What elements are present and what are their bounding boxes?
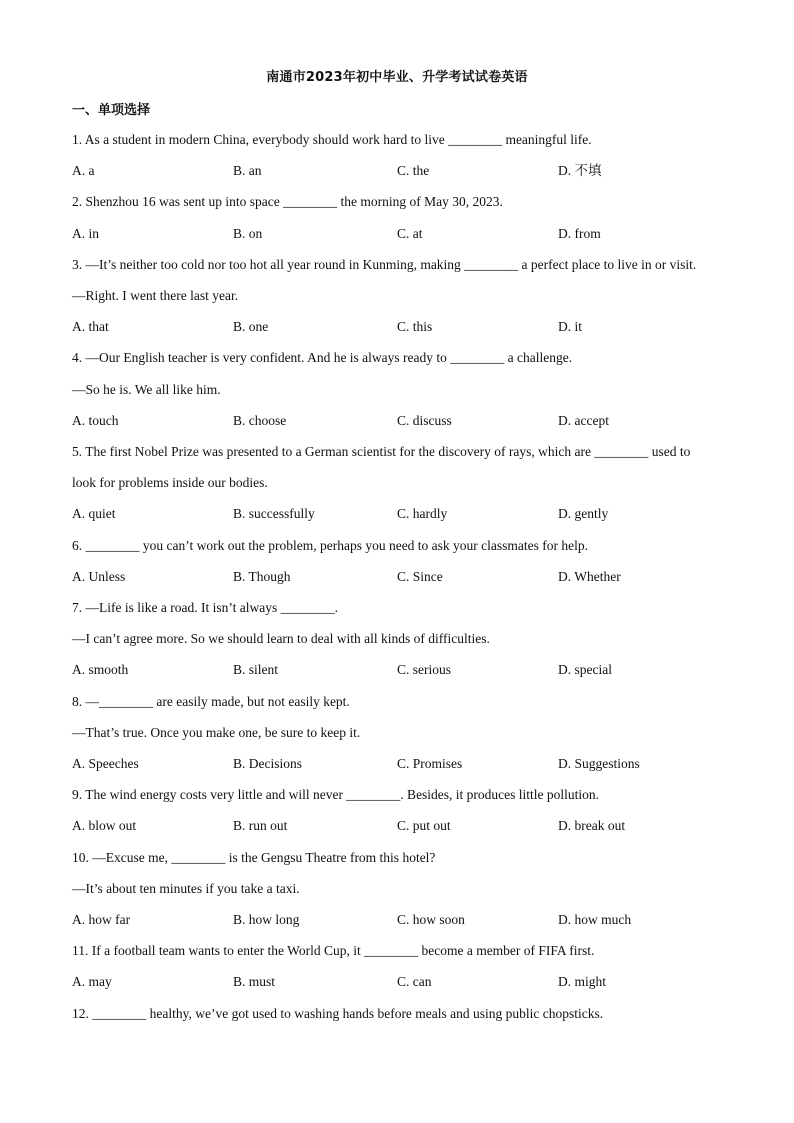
question-stem: 3. —It’s neither too cold nor too hot all year round in Kunming, making ________ a perfect place to live in or visit. (72, 257, 697, 272)
answer-option: D. from (558, 226, 601, 241)
answer-option: A. touch (72, 413, 119, 428)
question-line: —It’s about ten minutes if you take a taxi. (72, 881, 300, 896)
answer-option: A. a (72, 163, 95, 178)
question-stem: 5. The first Nobel Prize was presented to a German scientist for the discovery of rays, which are ________ used to (72, 444, 691, 459)
answer-option: D. break out (558, 818, 626, 833)
answer-option: B. Though (233, 569, 291, 584)
answer-option: D. it (558, 319, 583, 334)
answer-option: D. how much (558, 912, 632, 927)
answer-option: C. can (397, 974, 432, 989)
answer-option: D. Suggestions (558, 756, 640, 771)
answer-option: A. smooth (72, 662, 129, 677)
answer-option: A. in (72, 226, 99, 241)
answer-option: C. at (397, 226, 423, 241)
answer-option: D. might (558, 974, 607, 989)
question-stem: 10. —Excuse me, ________ is the Gengsu Theatre from this hotel? (72, 850, 436, 865)
answer-option: A. Unless (72, 569, 126, 584)
answer-option: B. how long (233, 912, 300, 927)
answer-option: B. silent (233, 662, 279, 677)
answer-option: A. blow out (72, 818, 137, 833)
answer-option: C. the (397, 163, 430, 178)
answer-option: C. hardly (397, 506, 448, 521)
answer-option: D. special (558, 662, 612, 677)
answer-option: C. Promises (397, 756, 463, 771)
answer-option: A. quiet (72, 506, 116, 521)
question-line: —That’s true. Once you make one, be sure to keep it. (72, 725, 361, 740)
question-line: —Right. I went there last year. (72, 288, 239, 303)
answer-option: B. an (233, 163, 262, 178)
answer-option: A. how far (72, 912, 131, 927)
question-stem: 2. Shenzhou 16 was sent up into space ________ the morning of May 30, 2023. (72, 194, 503, 209)
page-title: 南通市2023年初中毕业、升学考试试卷英语 (266, 70, 528, 85)
answer-option: D. 不填 (558, 163, 602, 178)
question-line: —I can’t agree more. So we should learn to deal with all kinds of difficulties. (72, 631, 490, 646)
question-stem: 7. —Life is like a road. It isn’t always ________. (72, 600, 338, 615)
answer-option: B. on (233, 226, 263, 241)
question-stem: 8. —________ are easily made, but not easily kept. (72, 694, 350, 709)
answer-option: C. discuss (397, 413, 452, 428)
answer-option: C. serious (397, 662, 451, 677)
answer-option: C. Since (397, 569, 443, 584)
section-heading: 一、单项选择 (72, 103, 151, 118)
answer-option: B. one (233, 319, 269, 334)
question-stem: 4. —Our English teacher is very confident. And he is always ready to ________ a challenge. (72, 350, 573, 365)
answer-option: B. choose (233, 413, 287, 428)
question-stem: 1. As a student in modern China, everybody should work hard to live ________ meaningful life. (72, 132, 592, 147)
answer-option: C. how soon (397, 912, 465, 927)
answer-option: C. put out (397, 818, 451, 833)
question-line: —So he is. We all like him. (72, 382, 221, 397)
answer-option: D. gently (558, 506, 609, 521)
answer-option: B. successfully (233, 506, 315, 521)
answer-option: D. Whether (558, 569, 621, 584)
answer-option: B. run out (233, 818, 288, 833)
question-line: look for problems inside our bodies. (72, 475, 268, 490)
question-stem: 6. ________ you can’t work out the problem, perhaps you need to ask your classmates for help. (72, 538, 589, 553)
question-stem: 12. ________ healthy, we’ve got used to washing hands before meals and using public chopsticks. (72, 1006, 604, 1021)
answer-option: C. this (397, 319, 433, 334)
answer-option: A. Speeches (72, 756, 139, 771)
answer-option: B. Decisions (233, 756, 302, 771)
answer-option: B. must (233, 974, 276, 989)
answer-option: D. accept (558, 413, 609, 428)
question-stem: 11. If a football team wants to enter the World Cup, it ________ become a member of FIFA first. (72, 943, 595, 958)
answer-option: A. that (72, 319, 109, 334)
question-stem: 9. The wind energy costs very little and will never ________. Besides, it produces little pollution. (72, 787, 600, 802)
answer-option: A. may (72, 974, 112, 989)
